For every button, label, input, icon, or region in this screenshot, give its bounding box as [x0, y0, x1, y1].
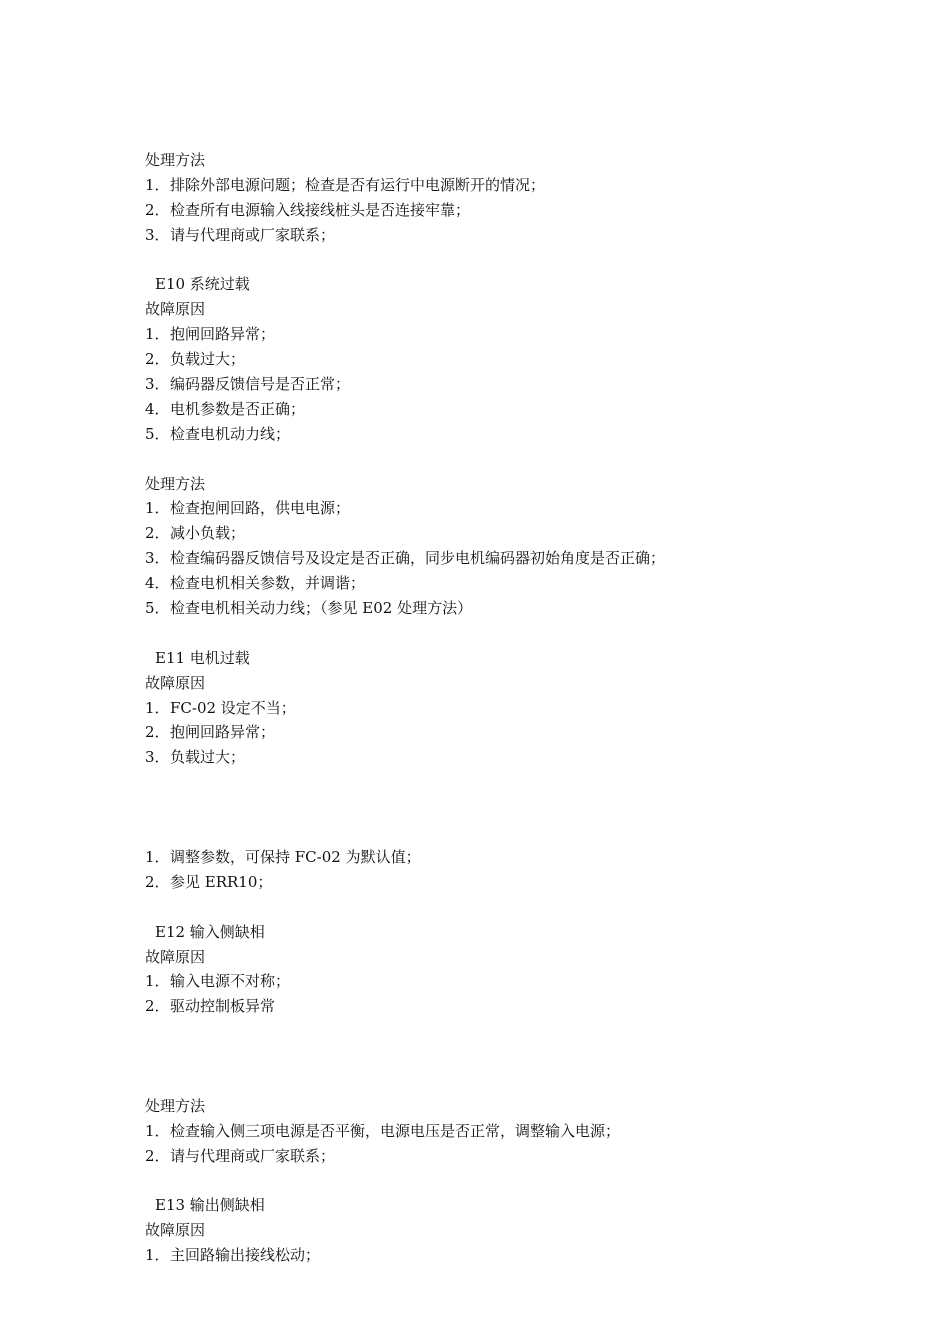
section-heading: 故障原因 — [145, 1221, 206, 1240]
list-item-text: 检查所有电源输入线接线桩头是否连接牢靠； — [170, 200, 471, 219]
blank-line — [145, 1044, 905, 1069]
section-heading: 故障原因 — [145, 300, 206, 319]
blank-line — [145, 795, 905, 820]
blank-line — [145, 248, 905, 273]
list-item-text: 减小负载； — [170, 524, 246, 543]
list-item-text: FC-02 设定不当； — [170, 698, 296, 717]
list-item-number: 2． — [145, 200, 170, 219]
list-item — [145, 521, 905, 546]
error-code-title: E13 输出侧缺相 — [155, 1196, 265, 1215]
blank-line — [145, 1169, 905, 1194]
list-item — [145, 223, 905, 248]
list-item-number: 2． — [145, 997, 170, 1016]
list-item-text: 检查电机相关参数，并调谐； — [170, 574, 366, 593]
list-item — [145, 347, 905, 372]
list-item-text: 检查编码器反馈信号及设定是否正确，同步电机编码器初始角度是否正确； — [170, 549, 666, 568]
list-item-text: 参见 ERR10； — [170, 872, 273, 891]
list-item — [145, 546, 905, 571]
list-item-number: 5． — [145, 424, 170, 443]
list-item-number: 1． — [145, 972, 170, 991]
list-item — [145, 397, 905, 422]
list-item-text: 电机参数是否正确； — [170, 399, 306, 418]
error-code-title: E12 输入侧缺相 — [155, 922, 265, 941]
list-item-number: 3． — [145, 375, 170, 394]
list-item — [145, 745, 905, 770]
list-item — [145, 372, 905, 397]
list-item-number: 2． — [145, 524, 170, 543]
blank-line — [145, 1069, 905, 1094]
list-item-number: 1． — [145, 1246, 170, 1265]
list-item-text: 检查输入侧三项电源是否平衡，电源电压是否正常，调整输入电源； — [170, 1121, 621, 1140]
list-item — [145, 1119, 905, 1144]
list-item-text: 驱动控制板异常 — [170, 997, 276, 1016]
list-item — [145, 720, 905, 745]
section-heading: 故障原因 — [145, 947, 206, 966]
list-item-text: 请与代理商或厂家联系； — [170, 1146, 336, 1165]
list-item-text: 负载过大； — [170, 748, 246, 767]
list-item-number: 3． — [145, 225, 170, 244]
blank-line — [145, 895, 905, 920]
list-item — [145, 1243, 905, 1268]
blank-line — [145, 621, 905, 646]
list-item — [145, 870, 905, 895]
list-item-number: 5． — [145, 599, 170, 618]
list-item-text: 请与代理商或厂家联系； — [170, 225, 336, 244]
list-item — [145, 696, 905, 721]
list-item-number: 1． — [145, 1121, 170, 1140]
list-item — [145, 322, 905, 347]
list-item-text: 负载过大； — [170, 350, 246, 369]
list-item — [145, 994, 905, 1019]
list-item-text: 编码器反馈信号是否正常； — [170, 375, 351, 394]
list-item — [145, 596, 905, 621]
list-item-text: 检查抱闸回路，供电电源； — [170, 499, 351, 518]
blank-line — [145, 770, 905, 795]
blank-line — [145, 447, 905, 472]
list-item-number: 2． — [145, 872, 170, 891]
list-item — [145, 496, 905, 521]
list-item — [145, 845, 905, 870]
list-item — [145, 198, 905, 223]
list-item-text: 输入电源不对称； — [170, 972, 291, 991]
list-item-text: 检查电机相关动力线；（参见 E02 处理方法） — [170, 599, 473, 618]
list-item-number: 2． — [145, 723, 170, 742]
list-item-number: 1． — [145, 499, 170, 518]
list-item-text: 主回路输出接线松动； — [170, 1246, 321, 1265]
list-item-number: 1． — [145, 698, 170, 717]
error-code-title: E11 电机过载 — [155, 648, 250, 667]
list-item-number: 2． — [145, 1146, 170, 1165]
list-item — [145, 571, 905, 596]
list-item-number: 4． — [145, 399, 170, 418]
section-heading: 处理方法 — [145, 151, 206, 169]
list-item-number: 3． — [145, 748, 170, 767]
blank-line — [145, 1019, 905, 1044]
list-item-number: 3． — [145, 549, 170, 568]
list-item — [145, 969, 905, 994]
list-item — [145, 173, 905, 198]
list-item-number: 1． — [145, 847, 170, 866]
list-item-number: 1． — [145, 325, 170, 344]
list-item-number: 2． — [145, 350, 170, 369]
section-heading: 故障原因 — [145, 673, 206, 692]
section-heading: 处理方法 — [145, 474, 206, 493]
list-item-text: 调整参数，可保持 FC-02 为默认值； — [170, 847, 421, 866]
list-item — [145, 1144, 905, 1169]
list-item-text: 抱闸回路异常； — [170, 325, 276, 344]
list-item-text: 抱闸回路异常； — [170, 723, 276, 742]
list-item-text: 排除外部电源问题；检查是否有运行中电源断开的情况； — [170, 175, 546, 194]
section-heading: 处理方法 — [145, 1096, 206, 1115]
list-item — [145, 422, 905, 447]
list-item-number: 4． — [145, 574, 170, 593]
blank-line — [145, 820, 905, 845]
list-item-number: 1． — [145, 175, 170, 194]
document-body — [145, 148, 905, 1268]
list-item-text: 检查电机动力线； — [170, 424, 291, 443]
error-code-title: E10 系统过载 — [155, 275, 250, 294]
